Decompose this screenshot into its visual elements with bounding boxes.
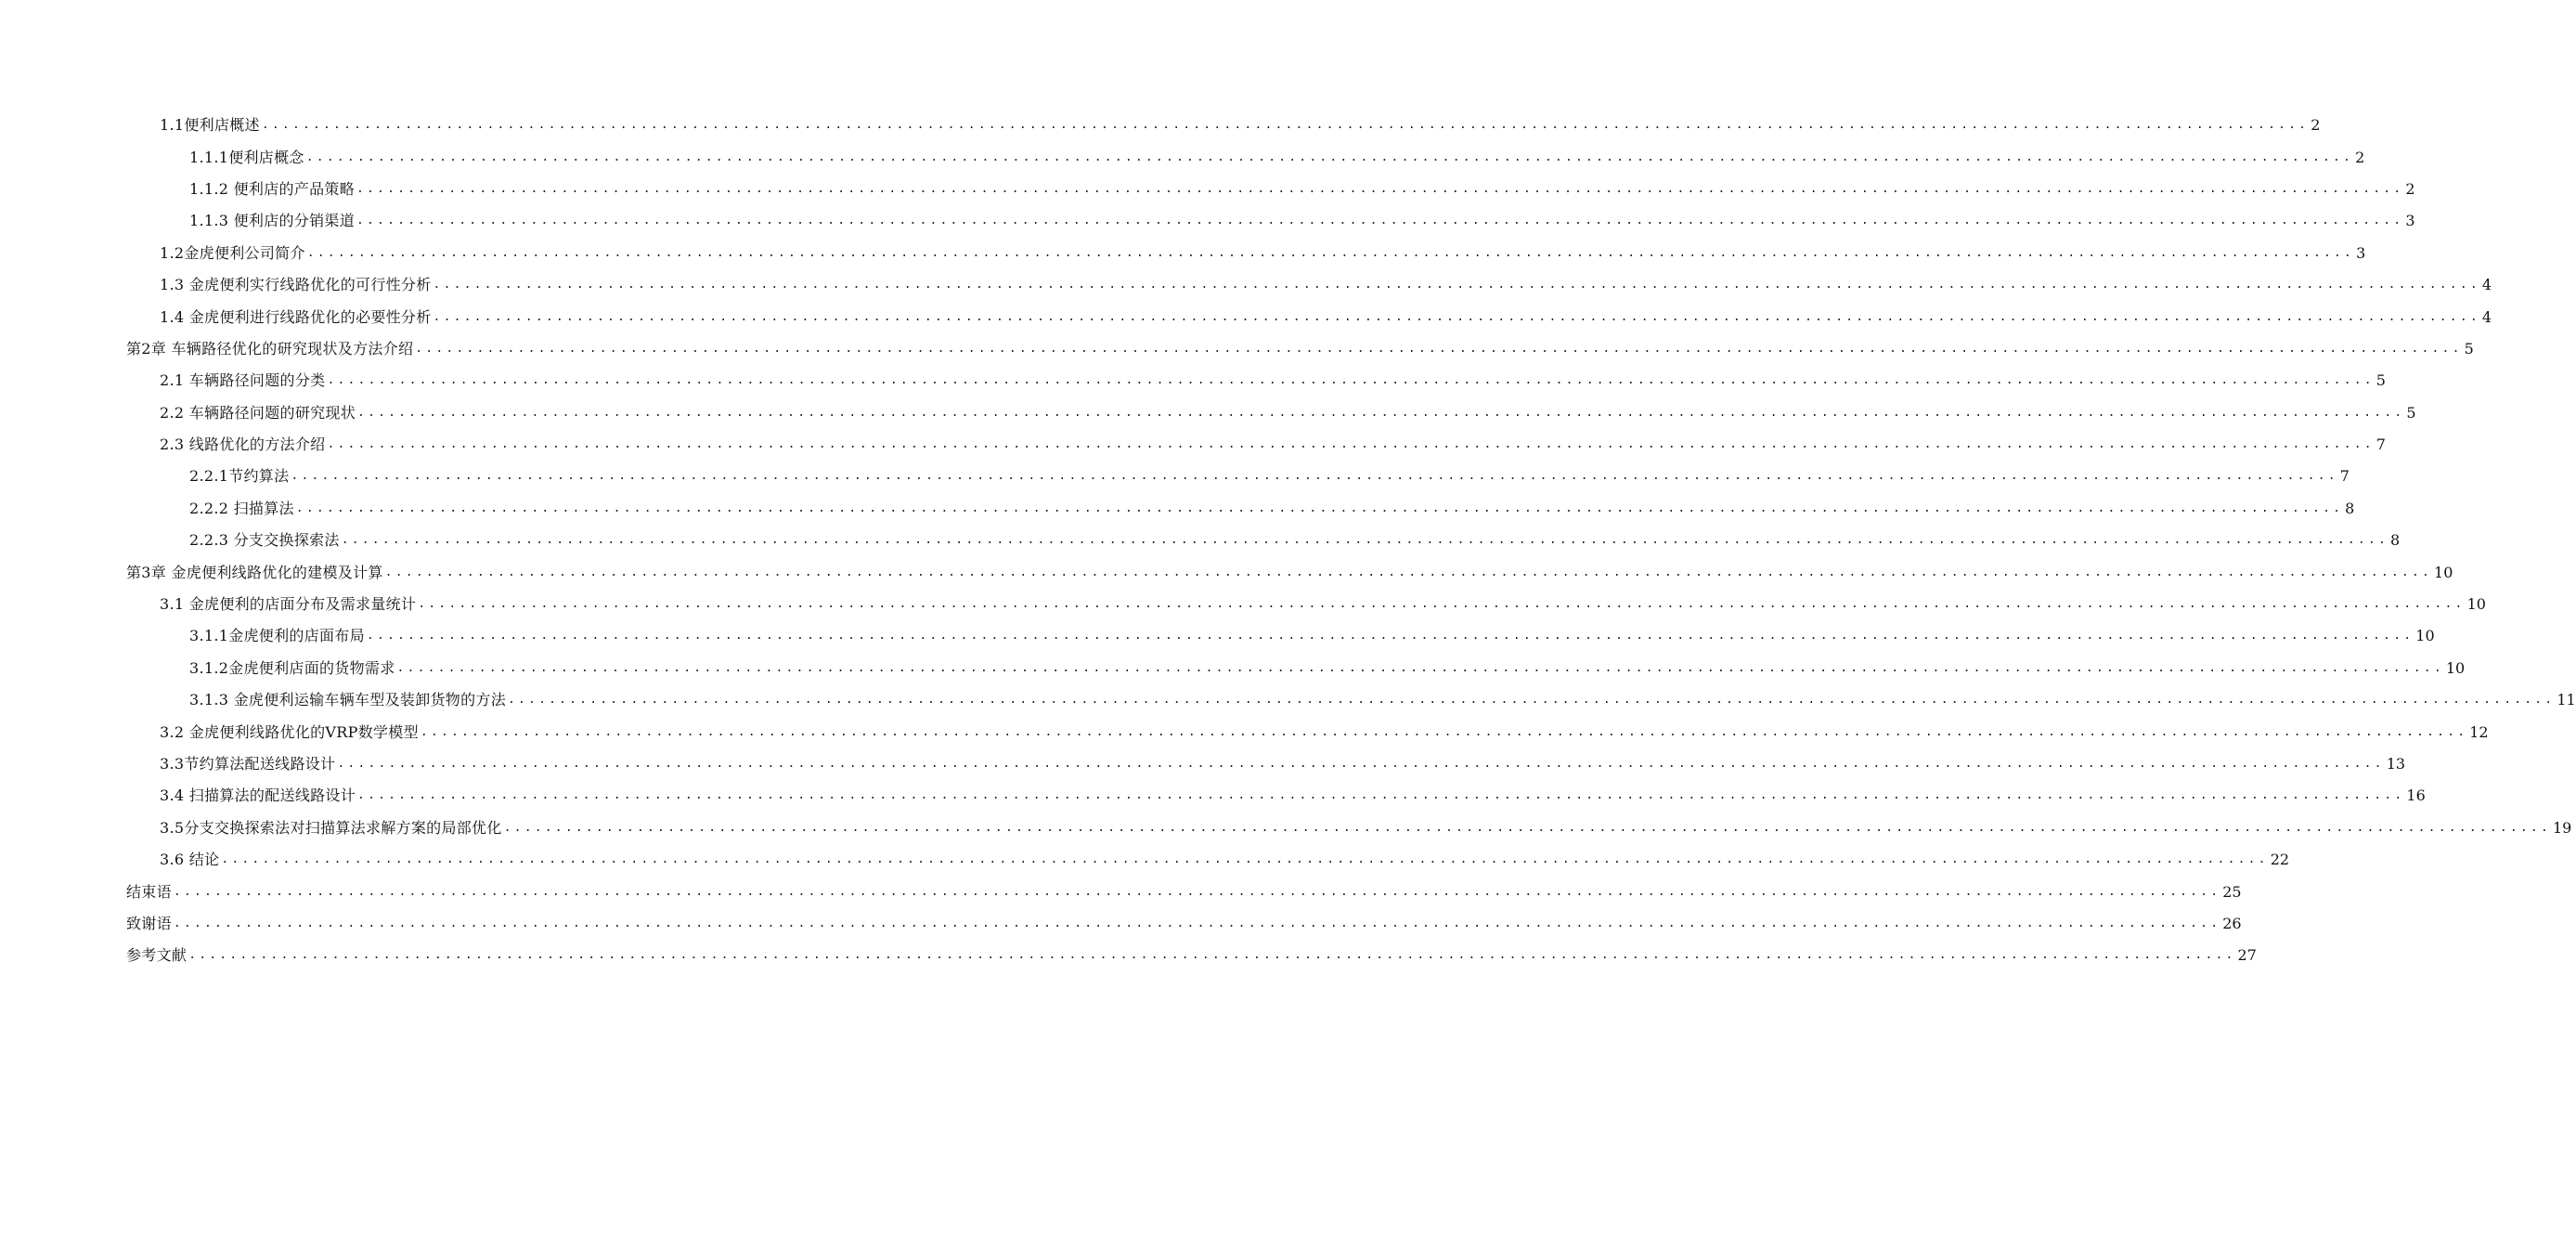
toc-entry[interactable] [0,238,2366,269]
toc-entry-title: 2.3 线路优化的方法介绍 [160,436,326,454]
toc-entry-title: 1.2金虎便利公司简介 [160,243,305,262]
toc-leader-dots: ........................................................................................................................................................................................................ [357,405,2405,420]
toc-entry[interactable] [0,461,2349,492]
toc-leader-dots: ........................................................................................................................................................................................................ [327,437,2375,452]
toc-leader-dots: ........................................................................................................................................................................................................ [173,916,2221,930]
toc-entry-page: 12 [2469,722,2489,741]
table-of-contents [0,110,2576,972]
toc-entry-page: 7 [2339,467,2349,486]
toc-entry-title: 3.1.2金虎便利店面的货物需求 [189,658,395,677]
toc-entry-page: 10 [2445,658,2466,677]
toc-entry-page: 5 [2375,371,2386,390]
toc-entry-page: 22 [2270,851,2290,869]
toc-leader-dots: ........................................................................................................................................................................................................ [366,629,2414,644]
toc-entry-page: 8 [2390,531,2401,550]
toc-entry-page: 10 [2434,563,2453,581]
toc-leader-dots: ........................................................................................................................................................................................................ [295,500,2344,515]
toc-entry[interactable] [0,844,2290,876]
toc-entry-page: 2 [2405,179,2415,198]
toc-entry[interactable] [0,556,2453,588]
toc-entry-title: 第2章 车辆路径优化的研究现状及方法介绍 [126,339,414,358]
toc-entry-page: 5 [2464,339,2474,358]
toc-entry[interactable] [0,365,2386,396]
toc-entry[interactable] [0,525,2401,556]
toc-entry-title: 1.3 金虎便利实行线路优化的可行性分析 [160,276,432,294]
toc-entry-page: 27 [2237,946,2257,965]
toc-entry[interactable] [0,653,2466,684]
toc-entry-title: 结束语 [126,882,172,901]
toc-entry-page: 11 [2557,691,2576,709]
toc-leader-dots: ........................................................................................................................................................................................................ [306,245,2355,260]
toc-entry-title: 2.2 车辆路径问题的研究现状 [160,403,356,422]
toc-entry-title: 3.4 扫描算法的配送线路设计 [160,786,356,805]
toc-entry-title: 2.2.2 扫描算法 [189,499,294,517]
toc-entry-title: 2.2.3 分支交换探索法 [189,531,340,550]
toc-entry-page: 3 [2356,243,2366,262]
toc-entry[interactable] [0,174,2415,205]
toc-entry-title: 2.1 车辆路径问题的分类 [160,371,326,390]
toc-entry-page: 4 [2481,307,2492,326]
toc-entry-page: 7 [2375,436,2386,454]
toc-entry-page: 26 [2222,914,2242,932]
toc-leader-dots: ........................................................................................................................................................................................................ [221,852,2269,867]
toc-entry[interactable] [0,716,2489,748]
toc-leader-dots: ........................................................................................................................................................................................................ [188,948,2236,963]
toc-leader-dots: ........................................................................................................................................................................................................ [337,757,2385,771]
toc-entry-title: 3.5分支交换探索法对扫描算法求解方案的局部优化 [160,818,502,837]
toc-entry[interactable] [0,110,2321,141]
toc-entry-title: 1.4 金虎便利进行线路优化的必要性分析 [160,307,432,326]
toc-entry-page: 19 [2553,818,2572,837]
toc-entry-title: 3.3节约算法配送线路设计 [160,755,336,773]
toc-entry-page: 5 [2406,403,2416,422]
toc-leader-dots: ........................................................................................................................................................................................................ [396,660,2444,675]
toc-leader-dots: ........................................................................................................................................................................................................ [415,341,2463,356]
toc-entry-title: 第3章 金虎便利线路优化的建模及计算 [126,563,383,581]
toc-entry-page: 13 [2386,755,2406,773]
toc-entry[interactable] [0,397,2416,429]
toc-entry-page: 8 [2345,499,2355,517]
toc-entry[interactable] [0,748,2406,780]
toc-leader-dots: ........................................................................................................................................................................................................ [356,181,2404,196]
toc-entry[interactable] [0,684,2576,716]
toc-entry-title: 3.1.1金虎便利的店面布局 [189,627,365,645]
toc-entry-title: 1.1.3 便利店的分销渠道 [189,212,355,230]
toc-leader-dots: ........................................................................................................................................................................................................ [261,118,2310,133]
toc-entry[interactable] [0,780,2426,812]
toc-entry-page: 2 [2355,148,2365,166]
toc-entry[interactable] [0,812,2572,844]
toc-leader-dots: ........................................................................................................................................................................................................ [305,150,2354,164]
toc-leader-dots: ........................................................................................................................................................................................................ [433,309,2480,324]
toc-entry-page: 4 [2481,276,2492,294]
toc-entry[interactable] [0,940,2257,971]
toc-entry-page: 16 [2406,786,2426,805]
toc-leader-dots: ........................................................................................................................................................................................................ [384,565,2433,579]
toc-entry[interactable] [0,493,2355,525]
toc-entry-title: 参考文献 [126,946,188,965]
toc-entry[interactable] [0,876,2242,907]
toc-entry[interactable] [0,301,2492,332]
toc-entry[interactable] [0,141,2365,173]
toc-entry-title: 3.1.3 金虎便利运输车辆车型及装卸货物的方法 [189,691,506,709]
toc-leader-dots: ........................................................................................................................................................................................................ [356,214,2404,228]
toc-leader-dots: ........................................................................................................................................................................................................ [291,469,2338,484]
toc-entry[interactable] [0,620,2435,652]
toc-entry-page: 10 [2415,627,2435,645]
toc-entry-title: 致谢语 [126,914,172,932]
toc-entry-title: 3.1 金虎便利的店面分布及需求量统计 [160,595,417,614]
toc-entry-page: 2 [2311,116,2321,135]
toc-entry[interactable] [0,269,2492,301]
toc-entry[interactable] [0,589,2486,620]
toc-leader-dots: ........................................................................................................................................................................................................ [503,820,2551,835]
toc-entry-title: 2.2.1节约算法 [189,467,290,486]
toc-entry[interactable] [0,429,2386,461]
toc-entry-page: 10 [2466,595,2486,614]
toc-entry-page: 3 [2405,212,2415,230]
toc-leader-dots: ........................................................................................................................................................................................................ [508,693,2556,708]
toc-leader-dots: ........................................................................................................................................................................................................ [433,278,2480,292]
toc-entry-title: 1.1便利店概述 [160,116,260,135]
toc-leader-dots: ........................................................................................................................................................................................................ [357,788,2405,803]
toc-leader-dots: ........................................................................................................................................................................................................ [173,884,2221,899]
toc-leader-dots: ........................................................................................................................................................................................................ [418,597,2466,612]
toc-entry[interactable] [0,908,2242,940]
toc-leader-dots: ........................................................................................................................................................................................................ [341,533,2389,548]
toc-entry-title: 1.1.1便利店概念 [189,148,304,166]
toc-entry-title: 3.6 结论 [160,851,220,869]
toc-leader-dots: ........................................................................................................................................................................................................ [420,724,2468,739]
toc-entry[interactable] [0,205,2415,237]
toc-entry[interactable] [0,333,2474,365]
toc-entry-title: 1.1.2 便利店的产品策略 [189,179,355,198]
toc-leader-dots: ........................................................................................................................................................................................................ [327,373,2375,388]
toc-entry-page: 25 [2222,882,2242,901]
toc-entry-title: 3.2 金虎便利线路优化的VRP数学模型 [160,722,419,741]
